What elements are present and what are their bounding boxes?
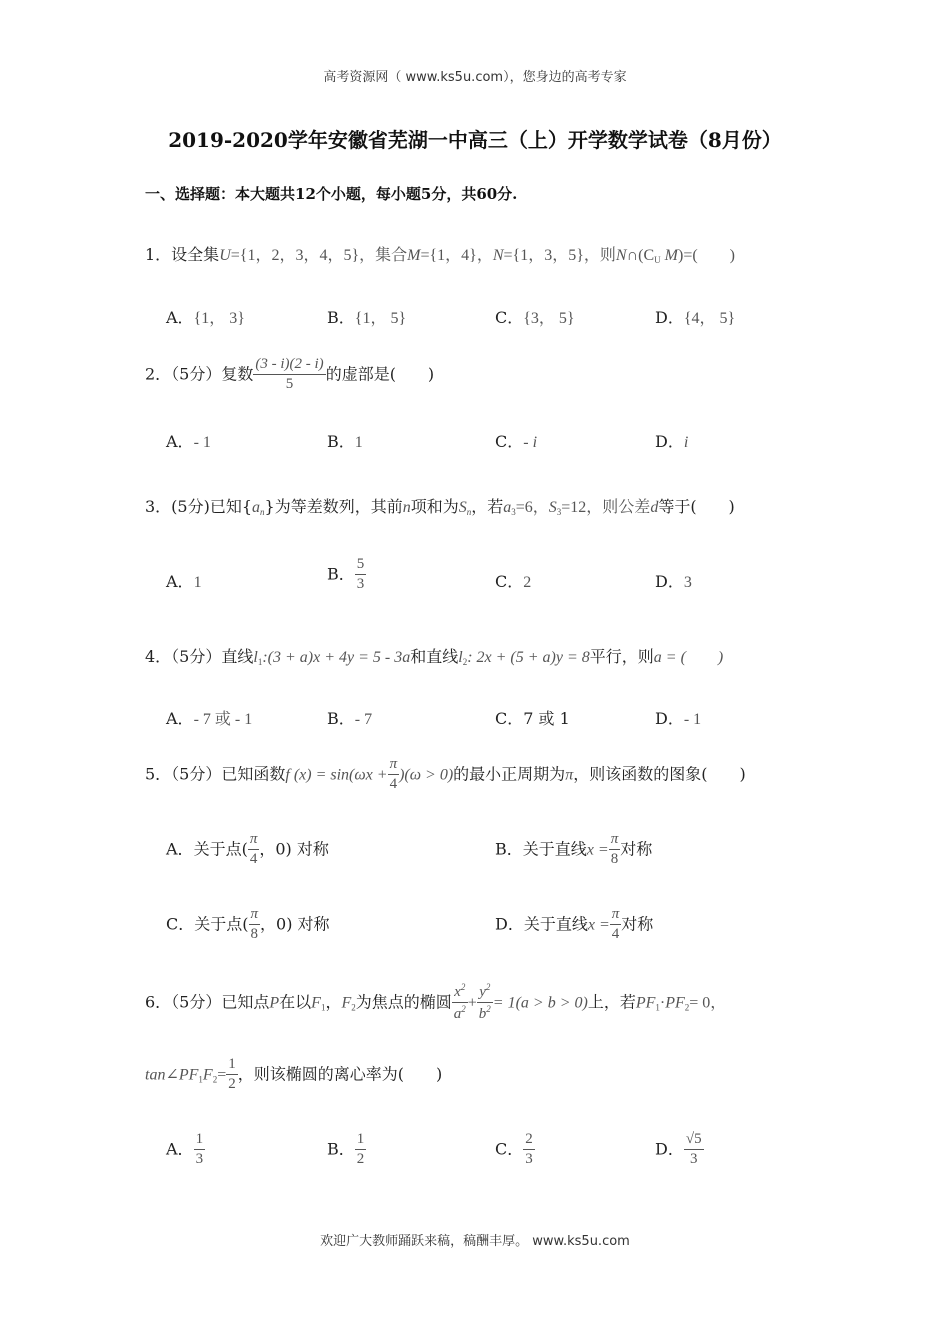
q1-expr: ∩(C — [626, 247, 655, 264]
q6-sub-2b: 2 — [684, 1002, 690, 1013]
option-fraction — [355, 1132, 367, 1168]
option-label: C． — [495, 709, 524, 728]
q3-sub-3: 3 — [511, 507, 516, 517]
q6-sub-1: 1 — [320, 1002, 326, 1013]
option-text: 关于直线 — [523, 914, 588, 934]
q4-var-l1: l — [253, 649, 258, 666]
frac-den: 8 — [249, 924, 261, 943]
q4-var-l2: l — [458, 649, 463, 666]
q6-eq0: = 0， — [689, 994, 727, 1012]
frac-den: 3 — [356, 575, 365, 592]
option-label: D． — [655, 432, 684, 451]
q6-sub-2c: 2 — [212, 1074, 218, 1085]
option-label: A． — [166, 839, 194, 859]
option-text: - 1 — [193, 434, 211, 451]
option-label: A． — [166, 308, 194, 327]
frac-num: 1 — [356, 1131, 365, 1147]
frac-sq4: 2 — [486, 1003, 491, 1014]
frac-den: 4 — [610, 924, 622, 943]
option-label: D． — [655, 572, 684, 591]
q3-t3: ，若 — [471, 497, 504, 516]
option-tail: 对称 — [620, 839, 653, 859]
option-label: D． — [655, 1139, 684, 1159]
frac-num: 5 — [356, 556, 365, 572]
q3-var-n: n — [402, 499, 411, 516]
frac-num: π — [610, 831, 619, 847]
option-label: C． — [166, 914, 195, 934]
q1-sub-u: U — [654, 255, 661, 265]
q4-eq1: :(3 + a)x + 4y = 5 - 3a — [262, 649, 411, 666]
q3-t2: 项和为 — [410, 497, 459, 516]
q6-t1: 在以 — [279, 992, 312, 1012]
option-text: 2 — [523, 574, 532, 591]
frac-num: √5 — [685, 1131, 702, 1147]
q1-set-m: ={1，4}， — [420, 247, 493, 264]
q5-option-a[interactable] — [166, 832, 329, 868]
q4-option-a[interactable] — [166, 706, 252, 729]
option-label: A． — [166, 572, 194, 591]
frac-den: 4 — [248, 849, 260, 868]
option-text: i — [683, 434, 689, 451]
frac-num: 1 — [228, 1056, 236, 1072]
frac-num: π — [249, 831, 258, 847]
q6-plus: + — [467, 994, 477, 1012]
frac-sq3: 2 — [485, 982, 491, 992]
q6-half — [226, 1057, 238, 1093]
q2-denominator: 5 — [253, 374, 325, 393]
option-eq: x = — [587, 916, 610, 934]
q6-sub-2: 2 — [351, 1002, 356, 1013]
option-fraction — [194, 1132, 206, 1168]
option-label: C． — [495, 432, 524, 451]
option-text: 3 — [683, 574, 692, 591]
q1-var-m2: M — [664, 247, 678, 264]
q6-t4: ，则该椭圆的离心率为( ) — [237, 1064, 443, 1084]
q4-eq2: : 2x + (5 + a)y = 8 — [467, 649, 590, 666]
q3-option-b[interactable] — [327, 557, 366, 593]
option-label: B． — [495, 839, 523, 859]
option-text: - i — [523, 434, 538, 451]
q1-var-u: U — [219, 247, 231, 264]
q4-sub-1: 1 — [257, 657, 263, 667]
q6-frac-y — [477, 983, 493, 1023]
frac-den: 3 — [195, 1150, 204, 1167]
frac-den: 8 — [609, 849, 621, 868]
option-label: B． — [327, 308, 355, 327]
q5-text: 5．（5分）已知函数 — [145, 764, 286, 784]
option-text: - 1 — [683, 711, 702, 728]
option-label: B． — [327, 709, 355, 728]
q5-option-c[interactable] — [166, 907, 330, 943]
q2-tail: 的虚部是( ) — [325, 364, 435, 384]
frac-y: y — [479, 984, 486, 1000]
option-fraction — [523, 1132, 535, 1168]
frac-sq2: 2 — [461, 1003, 466, 1014]
q2-fraction — [253, 357, 325, 393]
q4-option-b[interactable] — [327, 706, 372, 729]
q6-frac-x — [452, 983, 468, 1023]
q4-sub-2: 2 — [462, 657, 468, 667]
question-6-line-2 — [145, 1057, 442, 1093]
option-fraction — [610, 907, 622, 943]
option-label: D． — [655, 308, 684, 327]
q6-var-f2b: F — [202, 1066, 213, 1084]
q2-option-b[interactable] — [327, 429, 363, 452]
q1-expr-end: )=( ) — [677, 247, 735, 264]
page-header: 高考资源网（ www.ks5u.com），您身边的高考专家 — [323, 70, 627, 85]
q4-option-d[interactable] — [655, 706, 701, 729]
option-fraction — [684, 1132, 704, 1168]
q4-tail: 平行，则 — [589, 647, 654, 666]
frac-sq: 2 — [460, 982, 466, 992]
question-6: 6．（5分）已知点P在以$F_1$，$F_2$为焦点的椭圆 $\frac{x^2}{a^2}$ + $\frac{y^2}{b^2}$ = 1(a > b > 0)上，若$PF_1\cdot PF_2= 0$， — [145, 982, 727, 1022]
frac-num: 2 — [525, 1131, 533, 1147]
option-eq: x = — [586, 841, 609, 859]
q3-option-a[interactable] — [166, 569, 202, 592]
option-label: D． — [495, 914, 524, 934]
question-2 — [145, 357, 434, 393]
option-text: - 7 或 - 1 — [193, 711, 253, 728]
frac-num: 1 — [195, 1131, 204, 1147]
q6-eqh: = — [217, 1066, 227, 1084]
frac-num: π — [250, 906, 259, 922]
frac-num: π — [389, 756, 398, 772]
q4-a-eq: a = ( ) — [653, 649, 724, 666]
q1-set-n: ={1，3，5}，则 — [503, 247, 616, 264]
q1-var-m: M — [407, 247, 421, 264]
question-4 — [145, 644, 723, 667]
q5-option-b[interactable] — [495, 832, 652, 868]
q6-sub-1c: 1 — [198, 1074, 203, 1085]
q1-option-a[interactable] — [166, 305, 245, 328]
q6-cond: = 1(a > b > 0) — [492, 994, 588, 1012]
q3-var-d: d — [650, 499, 659, 516]
question-3 — [145, 494, 735, 517]
q6-tan: tan∠PF — [145, 1066, 199, 1084]
section-heading: 一、选择题：本大题共12个小题，每小题5分，共60分. — [145, 185, 518, 203]
option-text: 1 — [354, 434, 363, 451]
option-label: B． — [327, 564, 355, 584]
option-text: 关于点( — [194, 914, 249, 934]
q1-var-n2: N — [615, 247, 627, 264]
q3-text: 3．(5分)已知{ — [145, 497, 253, 516]
q1-var-n: N — [492, 247, 504, 264]
page-footer: 欢迎广大教师踊跃来稿，稿酬丰厚。 www.ks5u.com — [320, 1234, 630, 1249]
q1-option-d[interactable] — [655, 305, 735, 328]
frac-a: a — [453, 1005, 462, 1022]
q3-b-fraction — [355, 557, 367, 593]
option-label: A． — [166, 1139, 194, 1159]
option-label: C． — [495, 572, 524, 591]
q3-sub-3b: 3 — [556, 507, 562, 517]
q2-option-d[interactable] — [655, 429, 688, 452]
option-label: B． — [327, 1139, 355, 1159]
q3-var-a3: a — [503, 499, 512, 516]
option-fraction — [248, 832, 260, 868]
option-fraction — [609, 832, 621, 868]
q6-option-b[interactable] — [327, 1132, 366, 1168]
q2-option-c[interactable] — [495, 429, 537, 452]
option-label: B． — [327, 432, 355, 451]
q6-var-p: P — [269, 994, 280, 1012]
option-text: 关于直线 — [522, 839, 587, 859]
q6-option-a[interactable] — [166, 1132, 205, 1168]
q6-sub-1b: 1 — [655, 1002, 660, 1013]
q3-option-d[interactable] — [655, 569, 692, 592]
q1-option-c[interactable] — [495, 305, 575, 328]
q5-t2: ，则该函数的图象( ) — [573, 764, 746, 784]
option-text: 7 或 1 — [523, 709, 570, 728]
q6-option-c[interactable] — [495, 1132, 535, 1168]
q5-cond: )(ω > 0) — [399, 766, 454, 784]
option-text: {1， 3} — [193, 310, 245, 327]
q3-t4: 等于( ) — [658, 497, 735, 516]
q3-var-s: S — [458, 499, 467, 516]
q4-text: 4．（5分）直线 — [145, 647, 254, 666]
q6-text: 6．（5分）已知点 — [145, 992, 270, 1012]
option-label: C． — [495, 1139, 524, 1159]
q5-func: f (x) = sin(ωx + — [285, 766, 388, 784]
option-text: {3， 5} — [523, 310, 575, 327]
q6-option-d[interactable] — [655, 1132, 704, 1168]
option-label: D． — [655, 709, 684, 728]
q1-text: 1．设全集 — [145, 245, 220, 264]
q6-t3: 上，若 — [587, 992, 636, 1012]
option-tail: ，0) 对称 — [260, 914, 330, 934]
q3-sub-n2: n — [466, 507, 472, 517]
option-text: 关于点( — [193, 839, 248, 859]
option-text: {4， 5} — [683, 310, 736, 327]
q4-option-c[interactable] — [495, 706, 570, 729]
page-title: 2019-2020学年安徽省芜湖一中高三（上）开学数学试卷（8月份） — [168, 128, 782, 152]
q6-var-f1: F — [311, 994, 321, 1012]
q5-option-d[interactable] — [495, 907, 653, 943]
question-1 — [145, 242, 735, 265]
frac-den: 2 — [356, 1150, 365, 1167]
q6-dot: · — [659, 994, 666, 1012]
option-text: {1， 5} — [354, 310, 407, 327]
option-label: A． — [166, 709, 194, 728]
option-tail: 对称 — [621, 914, 654, 934]
q3-sub-n: n — [260, 507, 265, 517]
q3-var-s3: S — [548, 499, 557, 516]
q2-numerator: (3 - i)(2 - i) — [255, 356, 324, 372]
q3-eq12: =12，则公差 — [561, 499, 651, 516]
frac-den: 2 — [228, 1075, 236, 1092]
option-label: A． — [166, 432, 194, 451]
q2-option-a[interactable] — [166, 429, 211, 452]
option-tail: ，0) 对称 — [259, 839, 329, 859]
option-text: - 7 — [354, 711, 373, 728]
frac-den: 3 — [525, 1150, 533, 1167]
q1-set-u: ={1，2，3，4，5}，集合 — [230, 247, 408, 264]
q3-var-a: a — [252, 499, 261, 516]
q3-eq6: =6， — [515, 499, 549, 516]
frac-b: b — [478, 1005, 487, 1022]
frac-den: 4 — [388, 774, 400, 793]
q4-mid: 和直线 — [410, 647, 459, 666]
q6-pf2: PF — [665, 994, 685, 1012]
option-fraction — [249, 907, 261, 943]
q1-option-b[interactable] — [327, 305, 406, 328]
q3-option-c[interactable] — [495, 569, 531, 592]
q6-var-f2: F — [341, 994, 352, 1012]
q2-text: 2．（5分）复数 — [145, 364, 254, 384]
question-5 — [145, 757, 746, 793]
frac-num: π — [611, 906, 620, 922]
q5-fraction — [388, 757, 400, 793]
frac-den: 3 — [684, 1149, 704, 1168]
option-label: C． — [495, 308, 524, 327]
q5-pi: π — [565, 766, 574, 784]
q6-pf1: PF — [635, 994, 656, 1012]
q6-t2: 为焦点的椭圆 — [355, 992, 452, 1012]
q3-t1: }为等差数列，其前 — [264, 497, 403, 516]
option-text: 1 — [193, 574, 202, 591]
frac-x: x — [454, 984, 461, 1000]
q5-t1: 的最小正周期为 — [453, 764, 566, 784]
